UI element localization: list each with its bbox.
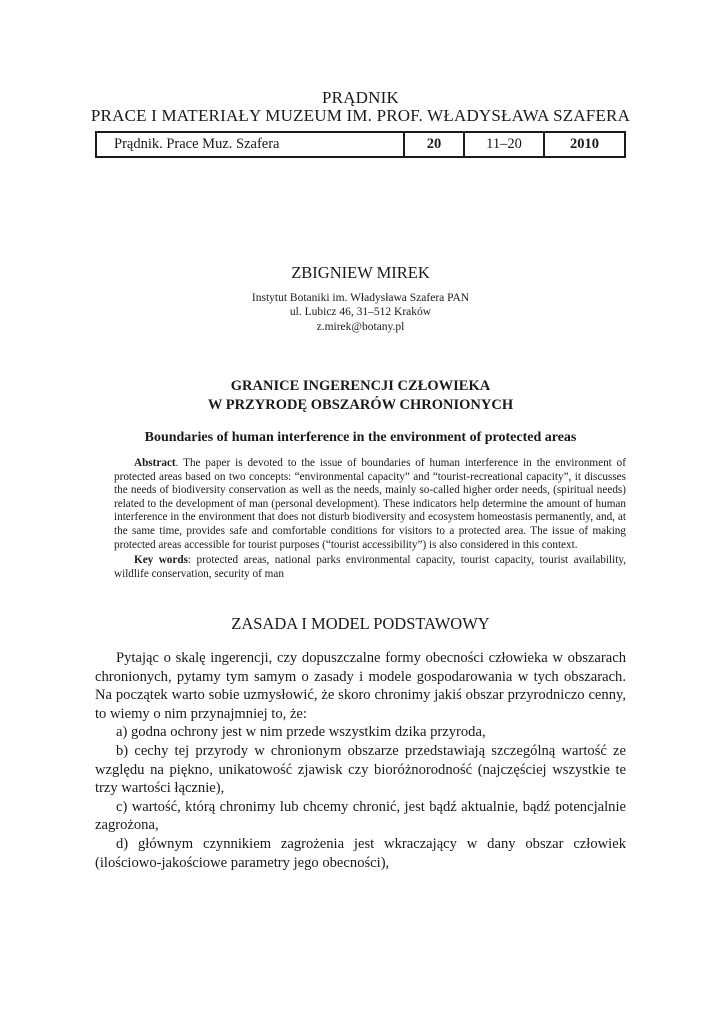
keywords-paragraph [114,554,626,581]
section-heading: ZASADA I MODEL PODSTAWOWY [231,614,490,633]
english-title: Boundaries of human interference in the environment of protected areas [144,430,577,445]
list-item-d: d) głównym czynnikiem zagrożenia jest wkraczający w dany obszar człowiek (ilościowo-jakościowe parametry jego obecności), [95,835,626,871]
citation-volume: 20 [405,133,465,156]
body-text [95,649,626,872]
abstract-text: . The paper is devoted to the issue of boundaries of human interference in the environment of protected areas based on two concepts: “environmental capacity” and “tourist-recreational capacity”, it discusses the needs of biodiversity conservation as well as the needs, mainly so-called higher order needs, (spiritual needs) related to the development of man (personal development). These indicators help determine the amount of human interference in the environment that does not disturb biodiversity and ecosystem homeostasis permanently, and, at the same time, provides safe and comfortable conditions for visitors to a protected area. The issue of making protected areas accessible for tourist purposes (“tourist accessibility”) is also considered in this context. [114,457,626,551]
author-name: ZBIGNIEW MIREK [291,263,430,282]
list-item-c: c) wartość, którą chronimy lub chcemy chronić, jest bądź aktualnie, bądź potencjalnie zagrożona, [95,798,626,834]
abstract-paragraph [114,457,626,552]
citation-year: 2010 [570,136,599,152]
author-email: z.mirek@botany.pl [316,321,405,333]
keywords-label: Key words [134,554,188,567]
author-institution: Instytut Botaniki im. Władysława Szafera PAN [251,292,470,304]
article-title-line2: W PRZYRODĘ OBSZARÓW CHRONIONYCH [207,397,514,413]
citation-box [95,131,626,158]
keywords-text: : protected areas, national parks environmental capacity, tourist capacity, tourist availability, wildlife conservation, security of man [114,554,626,580]
abstract-label: Abstract [134,457,176,469]
abstract-block [114,457,626,581]
list-item-b: b) cechy tej przyrody w chronionym obszarze przedstawiają szczególną wartość ze względu na piękno, unikatowość zjawisk czy bioróżnorodność (najczęściej wszystkie te trzy wartości łącznie), [95,742,626,797]
list-item-a: a) godna ochrony jest w nim przede wszystkim dzika przyroda, [116,724,486,741]
journal-name: PRĄDNIK [322,88,399,107]
citation-abbrev: Prądnik. Prace Muz. Szafera [97,133,405,156]
body-paragraph: Pytając o skalę ingerencji, czy dopuszczalne formy obecności człowieka w obszarach chronionych, pytamy tym samym o zasady i modele gospodarowania w tych obszarach. Na początek warto sobie uzmysłowić, że skoro chronimy jakiś obszar przyrodniczo cenny, to wiemy o nim przynajmniej to, że: [95,650,626,722]
citation-pages: 11–20 [465,133,545,156]
journal-subtitle: PRACE I MATERIAŁY MUZEUM IM. PROF. WŁADYSŁAWA SZAFERA [90,106,631,125]
author-address: ul. Lubicz 46, 31–512 Kraków [289,306,432,318]
article-title-line1: GRANICE INGERENCJI CZŁOWIEKA [230,378,491,394]
